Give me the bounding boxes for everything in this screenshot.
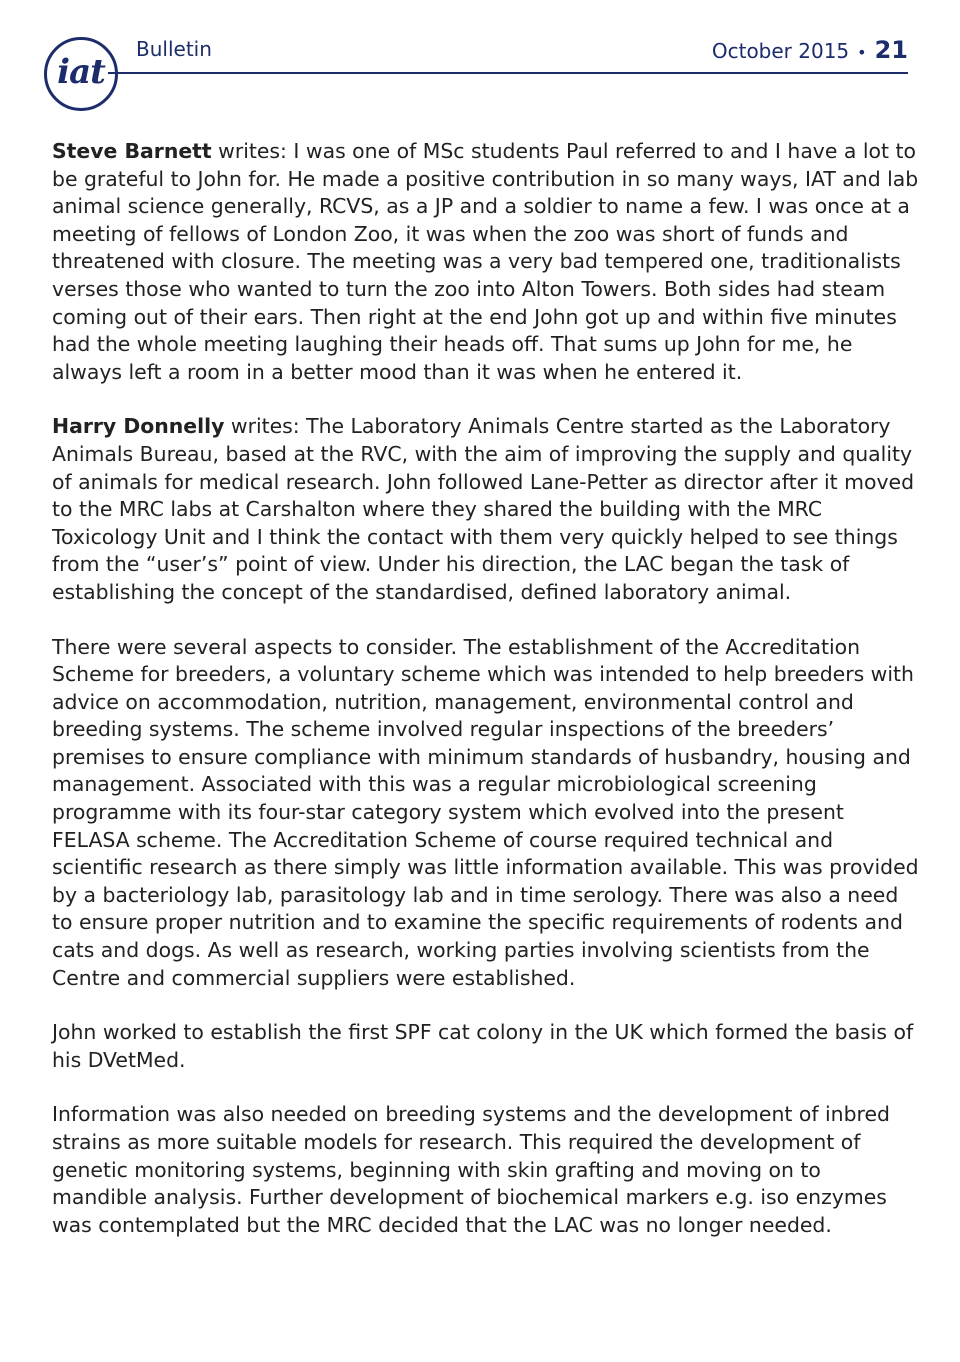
paragraph-harry-donnelly <box>52 413 922 606</box>
iat-logo <box>44 37 118 111</box>
paragraph-text: John worked to establish the first SPF cat colony in the UK which formed the basis of his DVetMed. <box>52 1020 914 1072</box>
paragraph-text: Information was also needed on breeding systems and the development of inbred strains as more suitable models for research. This required the development of genetic monitoring systems, beginning with skin grafting and moving on to mandible analysis. Further development of biochemical markers e.g. iso enzymes was contemplated but the MRC decided that the LAC was no longer needed. <box>52 1102 890 1237</box>
bullet-separator: • <box>857 43 867 62</box>
paragraph-breeding-systems <box>52 1101 922 1239</box>
paragraph-spf-cat-colony <box>52 1019 922 1074</box>
page-number: 21 <box>874 36 908 64</box>
issue-date: October 2015 <box>711 39 850 63</box>
paragraph-text: There were several aspects to consider. The establishment of the Accreditation Scheme for breeders, a voluntary scheme which was intended to help breeders with advice on accommodation, nutrition, management, environmental control and breeding systems. The scheme involved regular inspections of the breeders’ premises to ensure compliance with minimum standards of husbandry, housing and management. Associated with this was a regular microbiological screening programme with its four-star category system which evolved into the present FELASA scheme. The Accreditation Scheme of course required technical and scientific research as there simply was little information available. This was provided by a bacteriology lab, parasitology lab and in time serology. There was also a need to ensure proper nutrition and to examine the specific requirements of rodents and cats and dogs. As well as research, working parties involving scientists from the Centre and commercial suppliers were established. <box>52 634 919 990</box>
header-rule <box>108 72 908 74</box>
issue-info <box>712 36 908 64</box>
publication-name: Bulletin <box>136 37 212 61</box>
paragraph-text: writes: I was one of MSc students Paul referred to and I have a lot to be grateful to John for. He made a positive contribution in so many ways, IAT and lab animal science generally, RCVS, as a JP and a soldier to name a few. I was once at a meeting of fellows of London Zoo, it was when the zoo was short of funds and threatened with closure. The meeting was a very bad tempered one, traditionalists verses those who wanted to turn the zoo into Alton Towers. Both sides had steam coming out of their ears. Then right at the end John got up and within five minutes had the whole meeting laughing their heads off. That sums up John for me, he always left a room in a better mood than it was when he entered it. <box>52 139 919 384</box>
paragraph-steve-barnett <box>52 138 922 386</box>
paragraph-text: writes: The Laboratory Animals Centre started as the Laboratory Animals Bureau, based at the RVC, with the aim of improving the supply and quality of animals for medical research. John followed Lane-Petter as director after it moved to the MRC labs at Carshalton where they shared the building with the MRC Toxicology Unit and I think the contact with them very quickly helped to see things from the “user’s” point of view. Under his direction, the LAC began the task of establishing the concept of the standardised, defined laboratory animal. <box>52 414 915 604</box>
paragraph-accreditation-scheme <box>52 634 922 993</box>
logo-text: iat <box>57 52 105 92</box>
page-header <box>0 0 960 110</box>
article-body <box>52 138 922 1266</box>
author-name: Steve Barnett <box>52 139 212 163</box>
author-name: Harry Donnelly <box>52 414 225 439</box>
